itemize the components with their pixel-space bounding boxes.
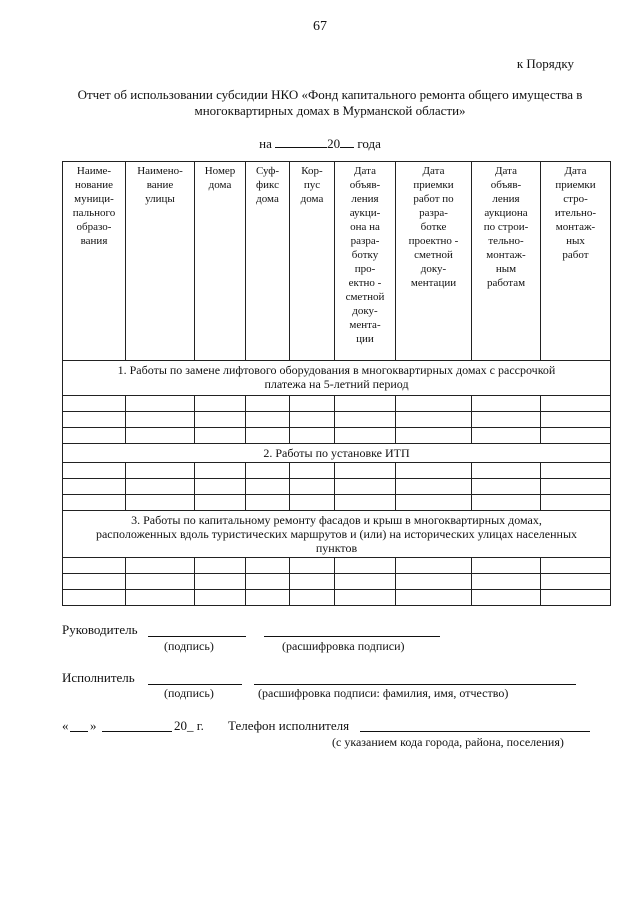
- table-cell: [126, 558, 195, 574]
- table-cell: [290, 412, 335, 428]
- column-header: Суф- фикс дома: [246, 162, 290, 361]
- date-year-prefix: 20: [327, 136, 341, 151]
- day-line: [70, 731, 88, 732]
- executor-name-caption: (расшифровка подписи: фамилия, имя, отчество): [258, 686, 509, 700]
- table-cell: [63, 558, 126, 574]
- phone-caption: (с указанием кода города, района, поселения): [332, 735, 564, 749]
- executor-sign-caption: (подпись): [164, 686, 214, 700]
- table-cell: [396, 495, 472, 511]
- report-table: [62, 161, 611, 606]
- table-cell: [290, 558, 335, 574]
- appendix-reference: к Порядку: [516, 56, 574, 71]
- table-cell: [63, 412, 126, 428]
- table-row: [63, 412, 611, 428]
- table-row: [63, 558, 611, 574]
- date-close-quote: »: [90, 718, 97, 733]
- table-cell: [335, 428, 396, 444]
- table-cell: [335, 495, 396, 511]
- table-cell: [541, 590, 611, 606]
- table-cell: [541, 495, 611, 511]
- table-cell: [396, 412, 472, 428]
- table-cell: [246, 590, 290, 606]
- date-open-quote: «: [62, 718, 69, 733]
- table-cell: [541, 428, 611, 444]
- table-cell: [335, 574, 396, 590]
- section-title: 2. Работы по установке ИТП: [63, 444, 611, 463]
- column-header: Дата приемки стро- ительно- монтаж- ных работ: [541, 162, 611, 361]
- table-cell: [335, 463, 396, 479]
- date-prefix: на: [259, 136, 272, 151]
- section-title: 3. Работы по капитальному ремонту фасадов и крыш в многоквартирных домах, расположенных вдоль туристических маршрутов и (или) на исторических улицах населенных пунктов: [63, 511, 611, 558]
- table-cell: [290, 396, 335, 412]
- table-cell: [63, 495, 126, 511]
- table-cell: [126, 428, 195, 444]
- column-header: Дата объяв- ления аукциона по строи- тельно- монтаж- ным работам: [472, 162, 541, 361]
- table-row: [63, 463, 611, 479]
- report-date-line: [0, 135, 640, 152]
- head-name-caption: (расшифровка подписи): [282, 639, 405, 653]
- column-header: Наимено- вание улицы: [126, 162, 195, 361]
- executor-label: Исполнитель: [62, 670, 135, 685]
- table-cell: [63, 574, 126, 590]
- table-cell: [472, 412, 541, 428]
- column-header: Дата приемки работ по разра- ботке проектно - сметной доку- ментации: [396, 162, 472, 361]
- phone-label: Телефон исполнителя: [228, 718, 350, 733]
- head-signature-line: [148, 636, 246, 637]
- table-cell: [396, 558, 472, 574]
- table-cell: [195, 412, 246, 428]
- section-row: [63, 511, 611, 558]
- table-cell: [246, 412, 290, 428]
- head-sign-caption: (подпись): [164, 639, 214, 653]
- table-cell: [472, 495, 541, 511]
- table-cell: [472, 479, 541, 495]
- table-cell: [290, 590, 335, 606]
- table-cell: [472, 396, 541, 412]
- table-row: [63, 396, 611, 412]
- table-cell: [126, 590, 195, 606]
- table-cell: [126, 479, 195, 495]
- report-title-line-1: Отчет об использовании субсидии НКО «Фонд капитального ремонта общего имущества в: [77, 87, 583, 102]
- table-cell: [472, 574, 541, 590]
- section-title: 1. Работы по замене лифтового оборудования в многоквартирных домах с рассрочкой платежа на 5-летний период: [63, 361, 611, 396]
- column-header: Номер дома: [195, 162, 246, 361]
- table-cell: [541, 558, 611, 574]
- table-cell: [126, 412, 195, 428]
- date-blank: [275, 135, 327, 148]
- executor-signature-line: [148, 684, 242, 685]
- table-cell: [195, 396, 246, 412]
- column-header: Наиме- нование муници- пального образо- вания: [63, 162, 126, 361]
- date-year: 20_ г.: [174, 718, 204, 733]
- table-row: [63, 574, 611, 590]
- month-line: [102, 731, 172, 732]
- section-row: [63, 361, 611, 396]
- table-cell: [541, 396, 611, 412]
- table-cell: [335, 396, 396, 412]
- table-cell: [63, 396, 126, 412]
- executor-name-line: [254, 684, 576, 685]
- table-cell: [472, 590, 541, 606]
- table-cell: [541, 479, 611, 495]
- column-header: Дата объяв- ления аукци- она на разра- ботку про- ектно - сметной доку- мента- ции: [335, 162, 396, 361]
- table-cell: [472, 428, 541, 444]
- table-cell: [396, 590, 472, 606]
- report-title: [40, 87, 620, 119]
- table-cell: [541, 463, 611, 479]
- table-cell: [63, 479, 126, 495]
- table-cell: [195, 574, 246, 590]
- table-header-row: [63, 162, 611, 361]
- table-cell: [63, 590, 126, 606]
- page-number: 67: [313, 19, 327, 34]
- head-label: Руководитель: [62, 622, 138, 637]
- table-cell: [195, 495, 246, 511]
- table-cell: [246, 558, 290, 574]
- table-cell: [290, 463, 335, 479]
- table-cell: [335, 479, 396, 495]
- table-cell: [126, 574, 195, 590]
- column-header: Кор- пус дома: [290, 162, 335, 361]
- table-cell: [290, 479, 335, 495]
- table-row: [63, 495, 611, 511]
- table-cell: [195, 558, 246, 574]
- table-cell: [472, 463, 541, 479]
- table-cell: [396, 463, 472, 479]
- table-cell: [246, 479, 290, 495]
- table-cell: [126, 495, 195, 511]
- table-cell: [246, 396, 290, 412]
- table-cell: [335, 412, 396, 428]
- table-cell: [472, 558, 541, 574]
- table-cell: [541, 412, 611, 428]
- date-suffix: года: [357, 136, 381, 151]
- table-cell: [195, 479, 246, 495]
- table-cell: [246, 428, 290, 444]
- table-cell: [246, 495, 290, 511]
- table-cell: [335, 590, 396, 606]
- table-cell: [290, 428, 335, 444]
- table-cell: [126, 396, 195, 412]
- table-row: [63, 428, 611, 444]
- table-cell: [126, 463, 195, 479]
- table-cell: [396, 479, 472, 495]
- table-cell: [246, 574, 290, 590]
- table-cell: [396, 574, 472, 590]
- section-row: [63, 444, 611, 463]
- table-cell: [195, 590, 246, 606]
- table-cell: [63, 428, 126, 444]
- table-row: [63, 479, 611, 495]
- table-cell: [396, 396, 472, 412]
- table-cell: [335, 558, 396, 574]
- table-cell: [396, 428, 472, 444]
- table-cell: [63, 463, 126, 479]
- table-cell: [246, 463, 290, 479]
- phone-line: [360, 731, 590, 732]
- report-title-line-2: многоквартирных домах в Мурманской области»: [194, 103, 466, 118]
- table-cell: [541, 574, 611, 590]
- table-cell: [290, 574, 335, 590]
- table-row: [63, 590, 611, 606]
- head-name-line: [264, 636, 440, 637]
- table-cell: [195, 463, 246, 479]
- table-cell: [195, 428, 246, 444]
- table-cell: [290, 495, 335, 511]
- year-blank: [340, 135, 354, 148]
